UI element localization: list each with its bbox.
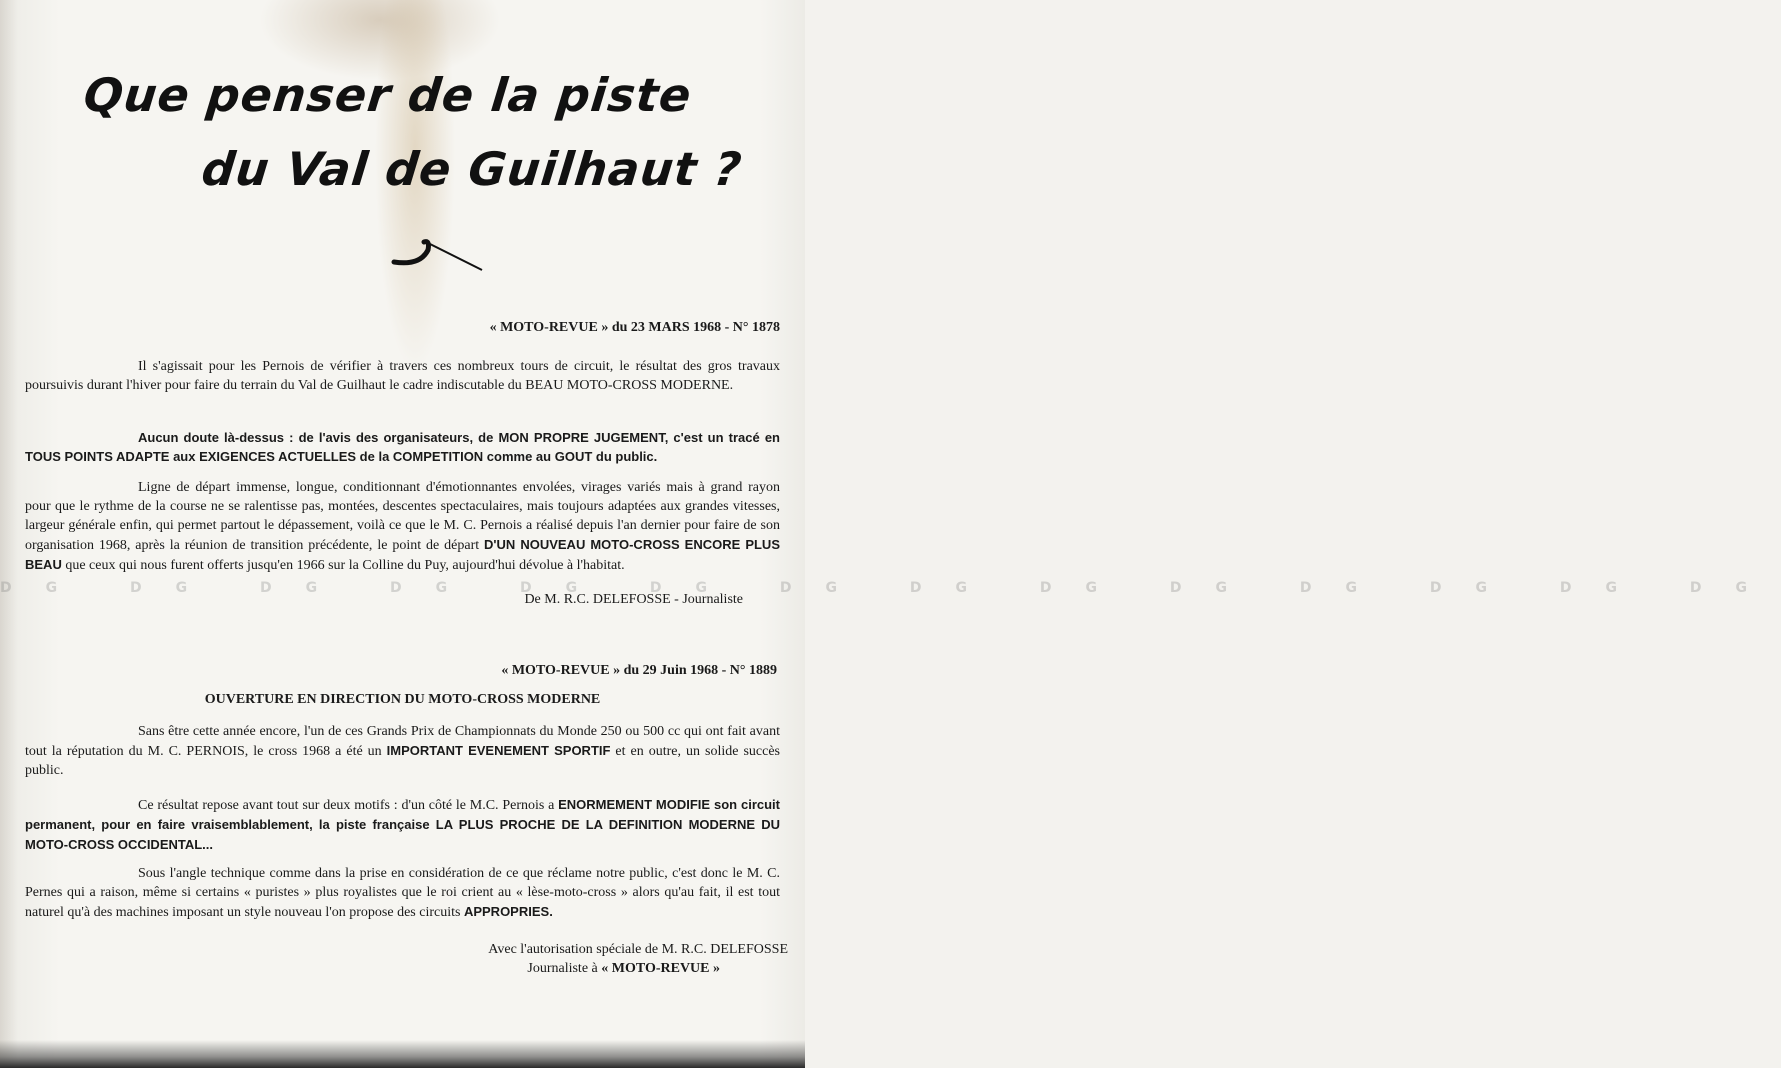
article-2-paragraph-1-emphasis: IMPORTANT EVENEMENT SPORTIF — [386, 743, 611, 758]
article-1-paragraph-1: Il s'agissait pour les Pernois de vérifier à travers ces nombreux tours de circuit, le résultat des gros travaux poursuivis durant l'hiver pour faire du terrain du Val de Guilhaut le cadre indiscutable du BEAU MOTO-CROSS MODERNE. — [25, 359, 780, 393]
article-1-paragraph-3-emphasis: D'UN NOUVEAU MOTO-CROSS ENCORE PLUS BEAU — [25, 537, 780, 572]
article-2-paragraph-1 — [25, 722, 780, 780]
article-1-signature: De M. R.C. DELEFOSSE - Journaliste — [524, 592, 743, 607]
article-2-paragraph-2-emphasis: ENORMEMENT MODIFIE son circuit permanent, pour en faire vraisemblablement, la piste française LA PLUS PROCHE DE LA DEFINITION MODERNE DU MOTO-CROSS OCCIDENTAL... — [25, 797, 780, 852]
page-title-line-1: Que penser de la piste — [81, 68, 695, 122]
article-2-paragraph-3-text-a: Sous l'angle technique comme dans la prise en considération de ce que réclame notre public, c'est donc le M. C. Pernes qui a raison, même si certains « puristes » plus royalistes que le roi crient au « lèse-moto-cross » alors qu'au fait, il est tout naturel qu'à des machines imposant un style nouveau l'on propose des circuits — [25, 866, 780, 920]
article-1-paragraph-3-text-c: que ceux qui nous furent offerts jusqu'en 1966 sur la Colline du Puy, aujourd'hui dévolue à l'habitat. — [61, 558, 625, 573]
article-1-paragraph-3-text-a: Ligne de départ immense, longue, conditionnant d'émotionnantes envolées, virages variés mais à grand rayon pour que le rythme de la course ne se ralentisse pas, montées, descentes spectaculaires, mais toujours adaptées aux grandes vitesses, largeur générale enfin, qui permet partout le dépassement, voilà ce que le M. C. Pernois a réalisé depuis l'an dernier pour faire de son organisation 1968, après la réunion de transition précédente, le point de départ — [25, 480, 780, 553]
article-1-source-heading: « MOTO-REVUE » du 23 MARS 1968 - N° 1878 — [489, 320, 780, 335]
article-2-source-heading: « MOTO-REVUE » du 29 Juin 1968 - N° 1889 — [501, 663, 777, 678]
decorative-flourish-icon — [390, 232, 490, 282]
article-1-paragraph-3 — [25, 478, 780, 575]
page-title-line-2: du Val de Guilhaut ? — [199, 142, 745, 196]
article-2-subheading: OUVERTURE EN DIRECTION DU MOTO-CROSS MODERNE — [204, 692, 601, 707]
article-2-signature-line-2 — [488, 959, 720, 978]
article-2-paragraph-1-text-c: et en outre, un solide succès public. — [25, 744, 780, 778]
article-1-paragraph-2: Aucun doute là-dessus : de l'avis des organisateurs, de MON PROPRE JUGEMENT, c'est un tracé en TOUS POINTS ADAPTE aux EXIGENCES ACTUELLES de la COMPETITION comme au GOUT du public. — [25, 430, 780, 464]
article-2-signature — [488, 940, 788, 978]
article-2-signature-line-2-text: Journaliste à — [527, 961, 602, 976]
article-2-paragraph-3-emphasis: APPROPRIES. — [463, 904, 553, 919]
article-2-paragraph-2-text-a: Ce résultat repose avant tout sur deux motifs : d'un côté le M.C. Pernois a — [138, 798, 559, 813]
article-2-paragraph-2 — [25, 795, 780, 855]
article-2-paragraph-1-text-a: Sans être cette année encore, l'un de ces Grands Prix de Championnats du Monde 250 ou 500 cc qui ont fait avant tout la réputation du M. C. PERNOIS, le cross 1968 a été un — [25, 724, 780, 759]
article-2-signature-line-2-publication: « MOTO-REVUE » — [601, 961, 720, 976]
article-2-signature-line-1: Avec l'autorisation spéciale de M. R.C. DELEFOSSE — [488, 942, 788, 957]
watermark: DG DG DG DG DG DG DG DG DG DG DG DG DG DG — [0, 580, 1781, 596]
article-2-paragraph-3 — [25, 864, 780, 922]
page-edge-shadow — [0, 1040, 805, 1068]
